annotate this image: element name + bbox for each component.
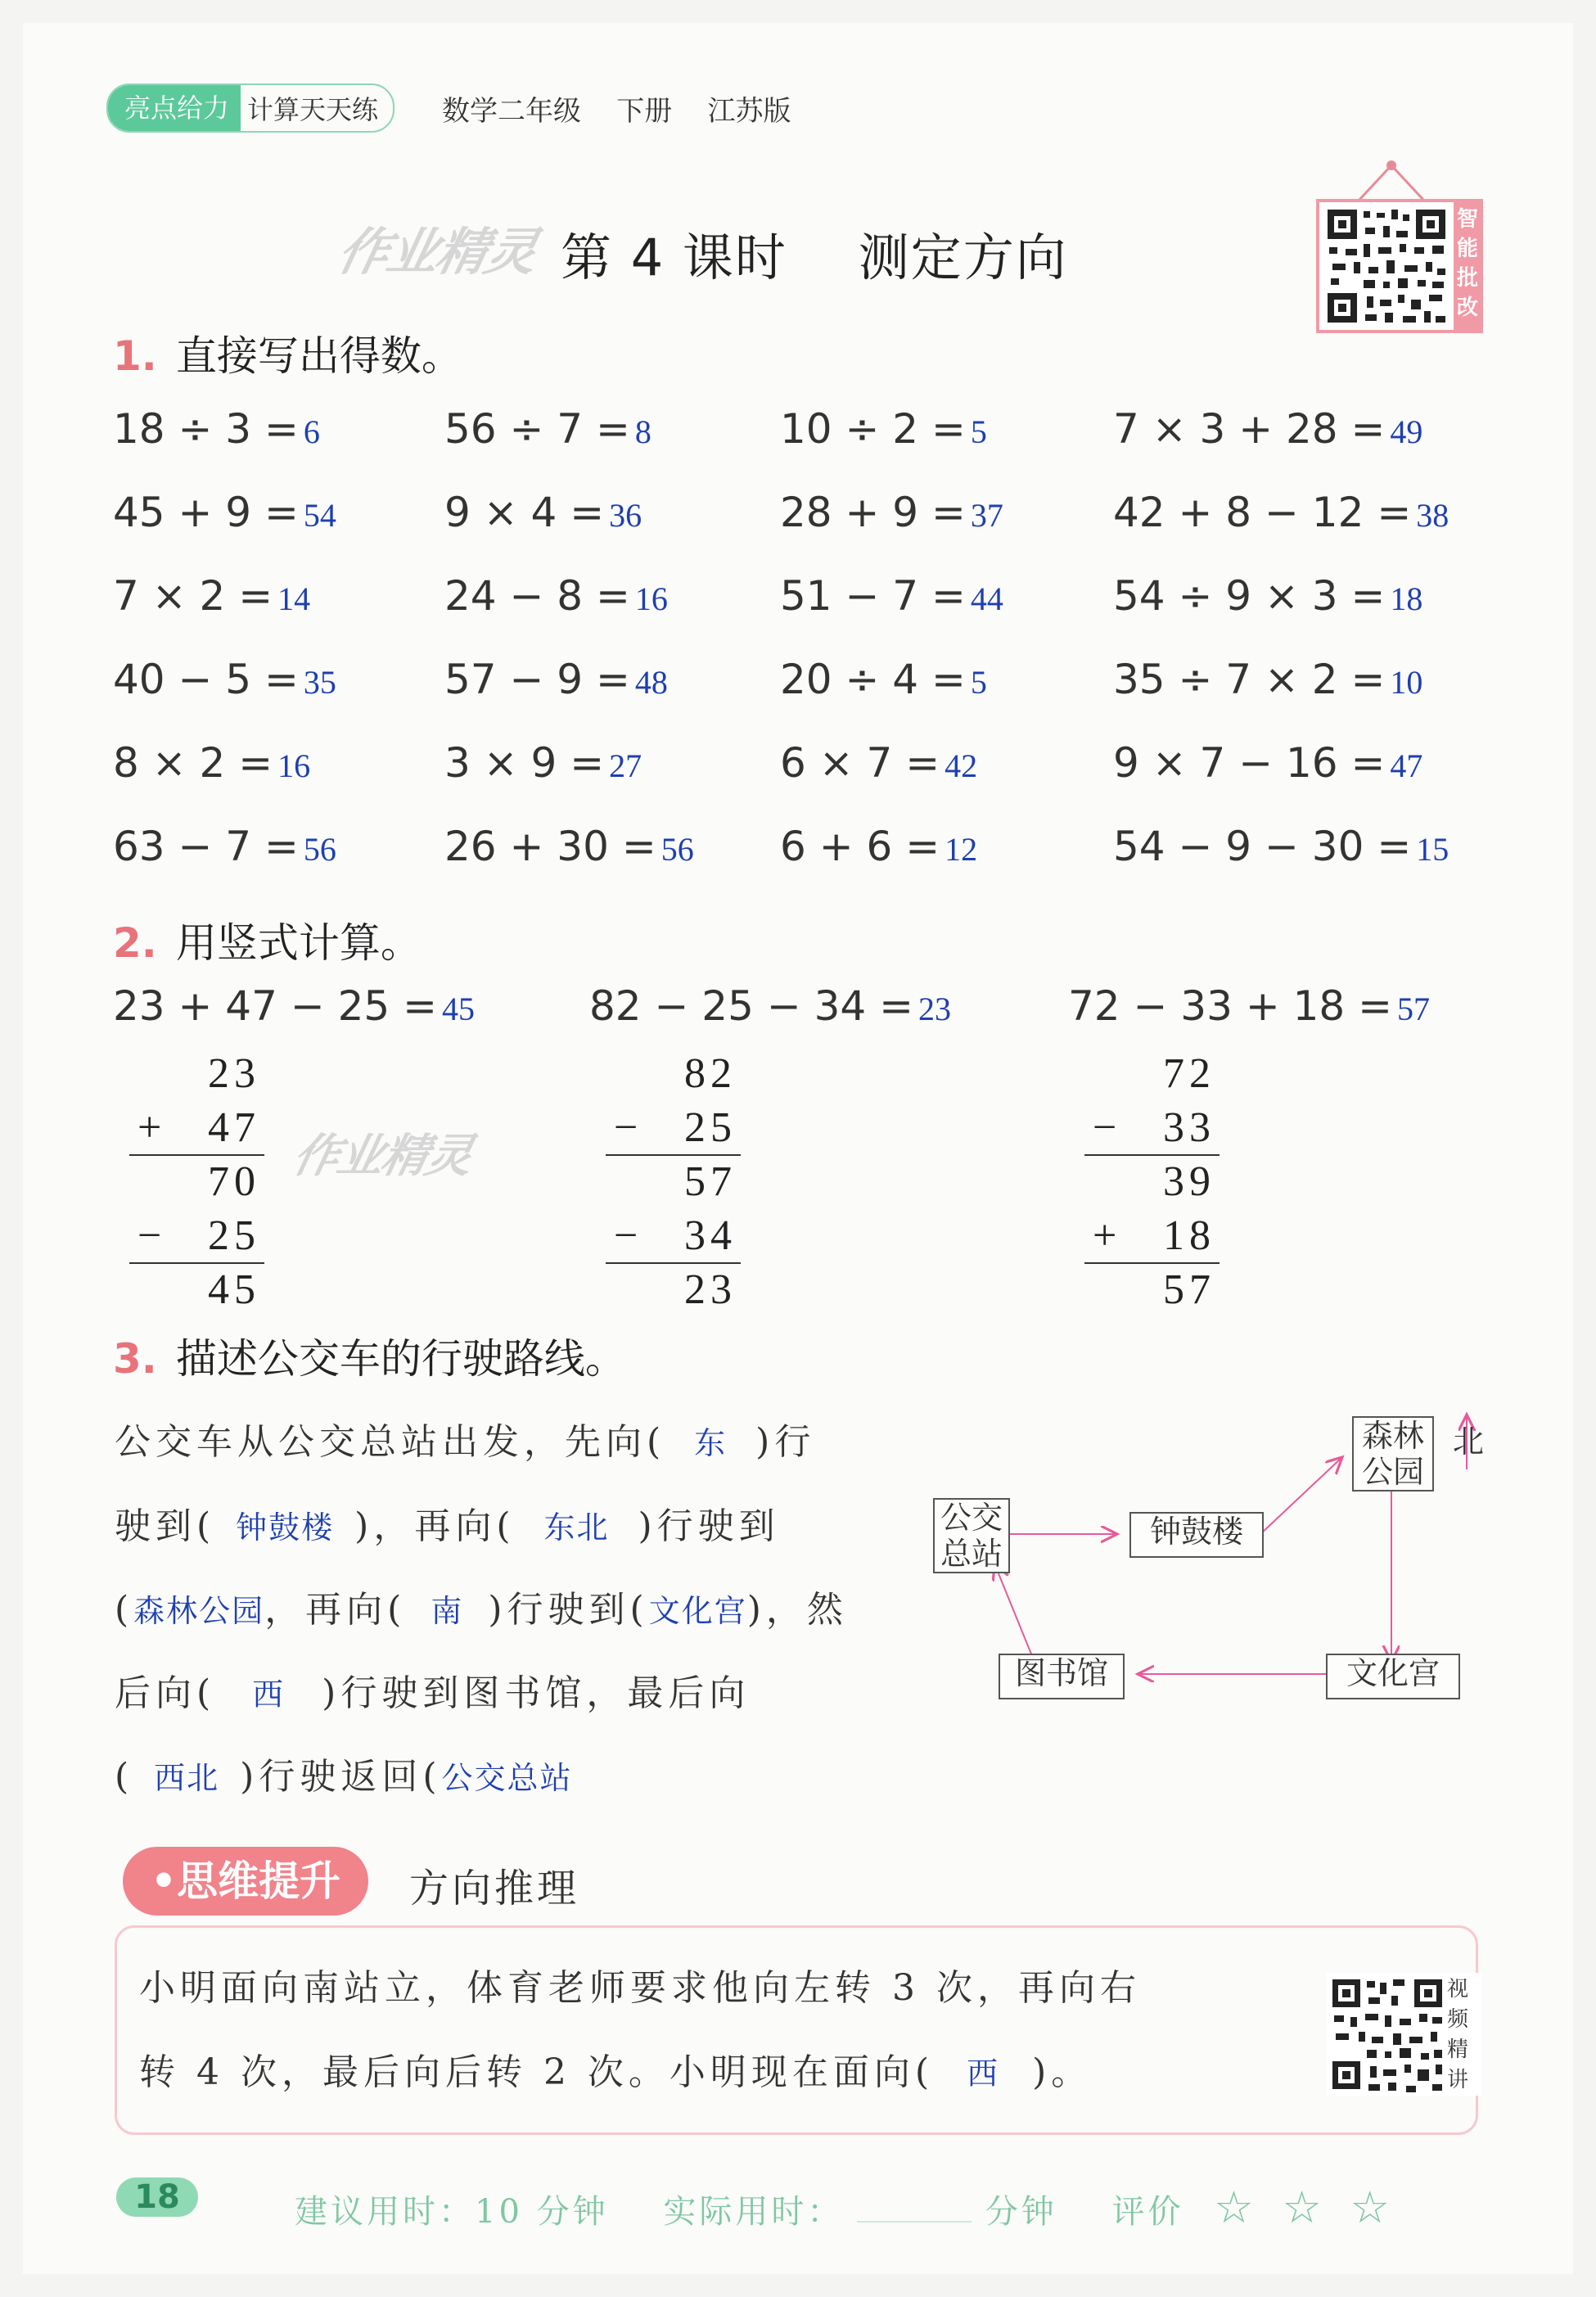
operand: 70 <box>208 1158 260 1205</box>
answer-5: 南 <box>431 1595 464 1629</box>
vertical-calc-problem <box>113 982 475 1030</box>
route-line-5: ( 西北 )行驶返回(公交总站 <box>115 1747 573 1799</box>
operator: + <box>1093 1212 1122 1259</box>
vertical-calc-line <box>121 1049 260 1098</box>
vertical-calc-line <box>597 1049 737 1098</box>
section-2-heading <box>113 910 422 969</box>
calc-expression: 6 + 6 = <box>780 823 940 870</box>
vertical-calc-line <box>597 1212 737 1260</box>
section-3-heading <box>113 1326 626 1385</box>
oral-calc-item <box>113 739 310 787</box>
calc-answer: 42 <box>945 747 978 784</box>
calc-expression: 3 × 9 = <box>444 739 605 787</box>
oral-calc-item <box>113 489 336 536</box>
calc-answer: 14 <box>277 580 311 617</box>
section-1-title: 直接写出得数。 <box>175 332 462 380</box>
star-icon[interactable]: ☆ <box>1282 2182 1325 2233</box>
calc-answer: 38 <box>1416 497 1449 534</box>
vertical-calc-line <box>1076 1158 1215 1206</box>
vertical-calc-line <box>1076 1049 1215 1098</box>
calc-answer: 5 <box>970 664 987 701</box>
suggested-time: 建议用时：10 分钟 <box>295 2193 609 2231</box>
calc-answer: 36 <box>609 497 642 534</box>
thinking-badge: •思维提升 <box>123 1847 368 1916</box>
calc-rule-line <box>129 1262 264 1264</box>
answer-8: 西北 <box>154 1762 220 1796</box>
oral-calc-item <box>113 823 336 870</box>
calc-expression: 7 × 2 = <box>113 572 273 620</box>
answer-2: 钟鼓楼 <box>236 1511 335 1546</box>
oral-calc-item <box>444 572 668 620</box>
operator: − <box>1093 1104 1122 1151</box>
calc-expression: 6 × 7 = <box>780 739 940 787</box>
place-bus-station: 公交总站 <box>933 1498 1010 1573</box>
oral-calc-item <box>444 489 642 536</box>
oral-calc-item <box>444 739 642 787</box>
route-line-4: 后向( 西 )行驶到图书馆，最后向 <box>115 1663 750 1716</box>
qr-top-label: 智 能 批 改 <box>1456 207 1478 320</box>
book-meta: 数学二年级 下册 江苏版 <box>442 95 791 128</box>
operand: 47 <box>208 1104 260 1151</box>
calc-answer: 56 <box>303 831 336 868</box>
operator: − <box>614 1104 643 1151</box>
oral-calc-item <box>1113 656 1422 703</box>
route-line-1: 公交车从公交总站出发，先向( 东 )行 <box>115 1412 815 1464</box>
calc-answer: 10 <box>1390 664 1423 701</box>
calc-answer: 37 <box>970 497 1003 534</box>
calc-answer: 35 <box>303 664 336 701</box>
operand: 18 <box>1163 1212 1215 1259</box>
oral-calc-item <box>1113 489 1449 536</box>
calc-answer: 47 <box>1390 747 1423 784</box>
calc-expression: 8 × 2 = <box>113 739 273 787</box>
calc-rule-line <box>1084 1154 1220 1156</box>
oral-calc-item <box>444 405 651 453</box>
calc-answer: 54 <box>303 497 336 534</box>
operand: 34 <box>684 1212 737 1259</box>
calc-expression: 9 × 7 − 16 = <box>1113 739 1386 787</box>
place-forest-park: 森林公园 <box>1352 1416 1434 1491</box>
oral-calc-item <box>113 656 336 703</box>
watermark-2: 作业精灵 <box>288 1130 476 1183</box>
calc-expression: 54 − 9 − 30 = <box>1113 823 1412 870</box>
operand: 57 <box>1163 1266 1215 1313</box>
oral-calc-item <box>1113 572 1422 620</box>
vertical-calc-line <box>121 1266 260 1314</box>
footer-info <box>295 2182 1393 2233</box>
vertical-calc-line <box>597 1103 737 1152</box>
qr-video-label: 视 频 精 讲 <box>1446 1977 1468 2092</box>
operand: 23 <box>684 1266 737 1313</box>
calc-answer: 12 <box>945 831 978 868</box>
calc-answer: 57 <box>1397 991 1431 1027</box>
oral-calc-grid <box>113 405 1449 913</box>
place-culture-palace: 文化宫 <box>1326 1654 1460 1699</box>
calc-expression: 18 ÷ 3 = <box>113 405 299 453</box>
calc-answer: 49 <box>1390 413 1423 450</box>
rating-label: 评价 <box>1111 2193 1184 2231</box>
operand: 25 <box>684 1104 737 1151</box>
calc-expression: 9 × 4 = <box>444 489 605 536</box>
vertical-calc-line <box>121 1212 260 1260</box>
answer-1: 东 <box>694 1427 728 1461</box>
page-number: 18 <box>116 2177 198 2217</box>
vertical-calc-line <box>597 1266 737 1314</box>
calc-expression: 54 ÷ 9 × 3 = <box>1113 572 1386 620</box>
section-3-title: 描述公交车的行驶路线。 <box>175 1335 626 1383</box>
calc-answer: 6 <box>303 413 320 450</box>
operator: − <box>138 1212 167 1259</box>
oral-calc-item <box>780 489 1003 536</box>
operand: 45 <box>208 1266 260 1313</box>
section-1-number: 1. <box>113 332 157 380</box>
section-3-number: 3. <box>113 1335 157 1383</box>
calc-rule-line <box>606 1262 741 1264</box>
calc-rule-line <box>1084 1262 1220 1264</box>
route-line-2: 驶到( 钟鼓楼 )，再向( 东北 )行驶到 <box>115 1496 780 1549</box>
oral-calc-item <box>780 823 977 870</box>
oral-calc-item <box>780 572 1003 620</box>
calc-expression: 10 ÷ 2 = <box>780 405 966 453</box>
oral-calc-item <box>1113 823 1449 870</box>
oral-calc-item <box>780 739 977 787</box>
thinking-text-2: 转 4 次，最后向后转 2 次。小明现在面向( 西 )。 <box>139 2042 1092 2095</box>
answer-7: 西 <box>252 1678 286 1713</box>
series-badge <box>106 83 394 133</box>
oral-calc-item <box>113 405 320 453</box>
calc-rule-line <box>606 1154 741 1156</box>
actual-time-unit: 分钟 <box>985 2193 1057 2231</box>
calc-answer: 8 <box>634 413 651 450</box>
calc-answer: 56 <box>660 831 694 868</box>
operand: 72 <box>1163 1050 1215 1097</box>
vertical-calc-line <box>121 1103 260 1152</box>
answer-6: 文化宫 <box>648 1595 747 1629</box>
calc-expression: 28 + 9 = <box>780 489 966 536</box>
thinking-box <box>115 1925 1478 2135</box>
calc-expression: 40 − 5 = <box>113 656 299 703</box>
operator: + <box>138 1104 167 1151</box>
section-2-title: 用竖式计算。 <box>175 919 422 967</box>
calc-answer: 18 <box>1390 580 1423 617</box>
calc-expression: 26 + 30 = <box>444 823 656 870</box>
answer-9: 公交总站 <box>441 1762 573 1796</box>
operand: 33 <box>1163 1104 1215 1151</box>
star-icon[interactable]: ☆ <box>1350 2182 1393 2233</box>
section-1-heading <box>113 323 462 382</box>
calc-answer: 44 <box>970 580 1003 617</box>
route-line-3: (森林公园，再向( 南 )行驶到(文化宫)，然 <box>115 1580 848 1632</box>
calc-expression: 24 − 8 = <box>444 572 630 620</box>
vertical-calc-line <box>1076 1103 1215 1152</box>
calc-expression: 56 ÷ 7 = <box>444 405 630 453</box>
calc-answer: 45 <box>442 991 476 1027</box>
operand: 39 <box>1163 1158 1215 1205</box>
oral-calc-item <box>1113 405 1422 453</box>
operator: − <box>614 1212 643 1259</box>
section-2-number: 2. <box>113 919 157 967</box>
calc-answer: 23 <box>918 991 952 1027</box>
calc-expression: 72 − 33 + 18 = <box>1068 982 1393 1030</box>
oral-calc-item <box>444 823 694 870</box>
calc-expression: 35 ÷ 7 × 2 = <box>1113 656 1386 703</box>
north-label: 北 <box>1453 1424 1485 1460</box>
operand: 57 <box>684 1158 737 1205</box>
thinking-answer: 西 <box>967 2057 1000 2092</box>
series-badge-left: 亮点给力 <box>108 85 241 131</box>
calc-expression: 7 × 3 + 28 = <box>1113 405 1386 453</box>
vertical-calc-area <box>0 982 1596 1334</box>
place-bell-tower: 钟鼓楼 <box>1129 1512 1264 1558</box>
oral-calc-item <box>444 656 668 703</box>
operand: 25 <box>208 1212 260 1259</box>
oral-calc-item <box>780 656 987 703</box>
oral-calc-item <box>1113 739 1422 787</box>
vertical-calc-line <box>121 1158 260 1206</box>
vertical-calc-line <box>597 1158 737 1206</box>
oral-calc-item <box>780 405 987 453</box>
calc-rule-line <box>129 1154 264 1156</box>
vertical-calc-line <box>1076 1212 1215 1260</box>
thinking-topic: 方向推理 <box>409 1866 580 1911</box>
star-icon[interactable]: ☆ <box>1214 2182 1257 2233</box>
calc-answer: 16 <box>634 580 668 617</box>
calc-expression: 20 ÷ 4 = <box>780 656 966 703</box>
calc-answer: 16 <box>277 747 311 784</box>
calc-expression: 45 + 9 = <box>113 489 299 536</box>
operand: 82 <box>684 1050 737 1097</box>
calc-expression: 63 − 7 = <box>113 823 299 870</box>
thinking-text-1: 小明面向南站立，体育老师要求他向左转 3 次，再向右 <box>139 1967 1141 2009</box>
vertical-calc-line <box>1076 1266 1215 1314</box>
watermark: 作业精灵 <box>332 222 542 282</box>
actual-time-blank[interactable] <box>857 2221 972 2223</box>
answer-3: 东北 <box>543 1511 610 1546</box>
calc-answer: 5 <box>970 413 987 450</box>
answer-4: 森林公园 <box>133 1595 265 1629</box>
calc-expression: 42 + 8 − 12 = <box>1113 489 1412 536</box>
series-badge-right: 计算天天练 <box>247 94 379 125</box>
place-library: 图书馆 <box>999 1654 1125 1699</box>
vertical-calc-problem <box>589 982 951 1030</box>
calc-answer: 48 <box>634 664 668 701</box>
calc-expression: 23 + 47 − 25 = <box>113 982 438 1030</box>
calc-expression: 82 − 25 − 34 = <box>589 982 914 1030</box>
calc-expression: 57 − 9 = <box>444 656 630 703</box>
oral-calc-item <box>113 572 310 620</box>
lesson-title: 第 4 课时 测定方向 <box>561 228 1068 287</box>
calc-answer: 15 <box>1416 831 1449 868</box>
calc-answer: 27 <box>609 747 642 784</box>
vertical-calc-problem <box>1068 982 1430 1030</box>
actual-time-label: 实际用时： <box>663 2193 844 2231</box>
operand: 23 <box>208 1050 260 1097</box>
calc-expression: 51 − 7 = <box>780 572 966 620</box>
